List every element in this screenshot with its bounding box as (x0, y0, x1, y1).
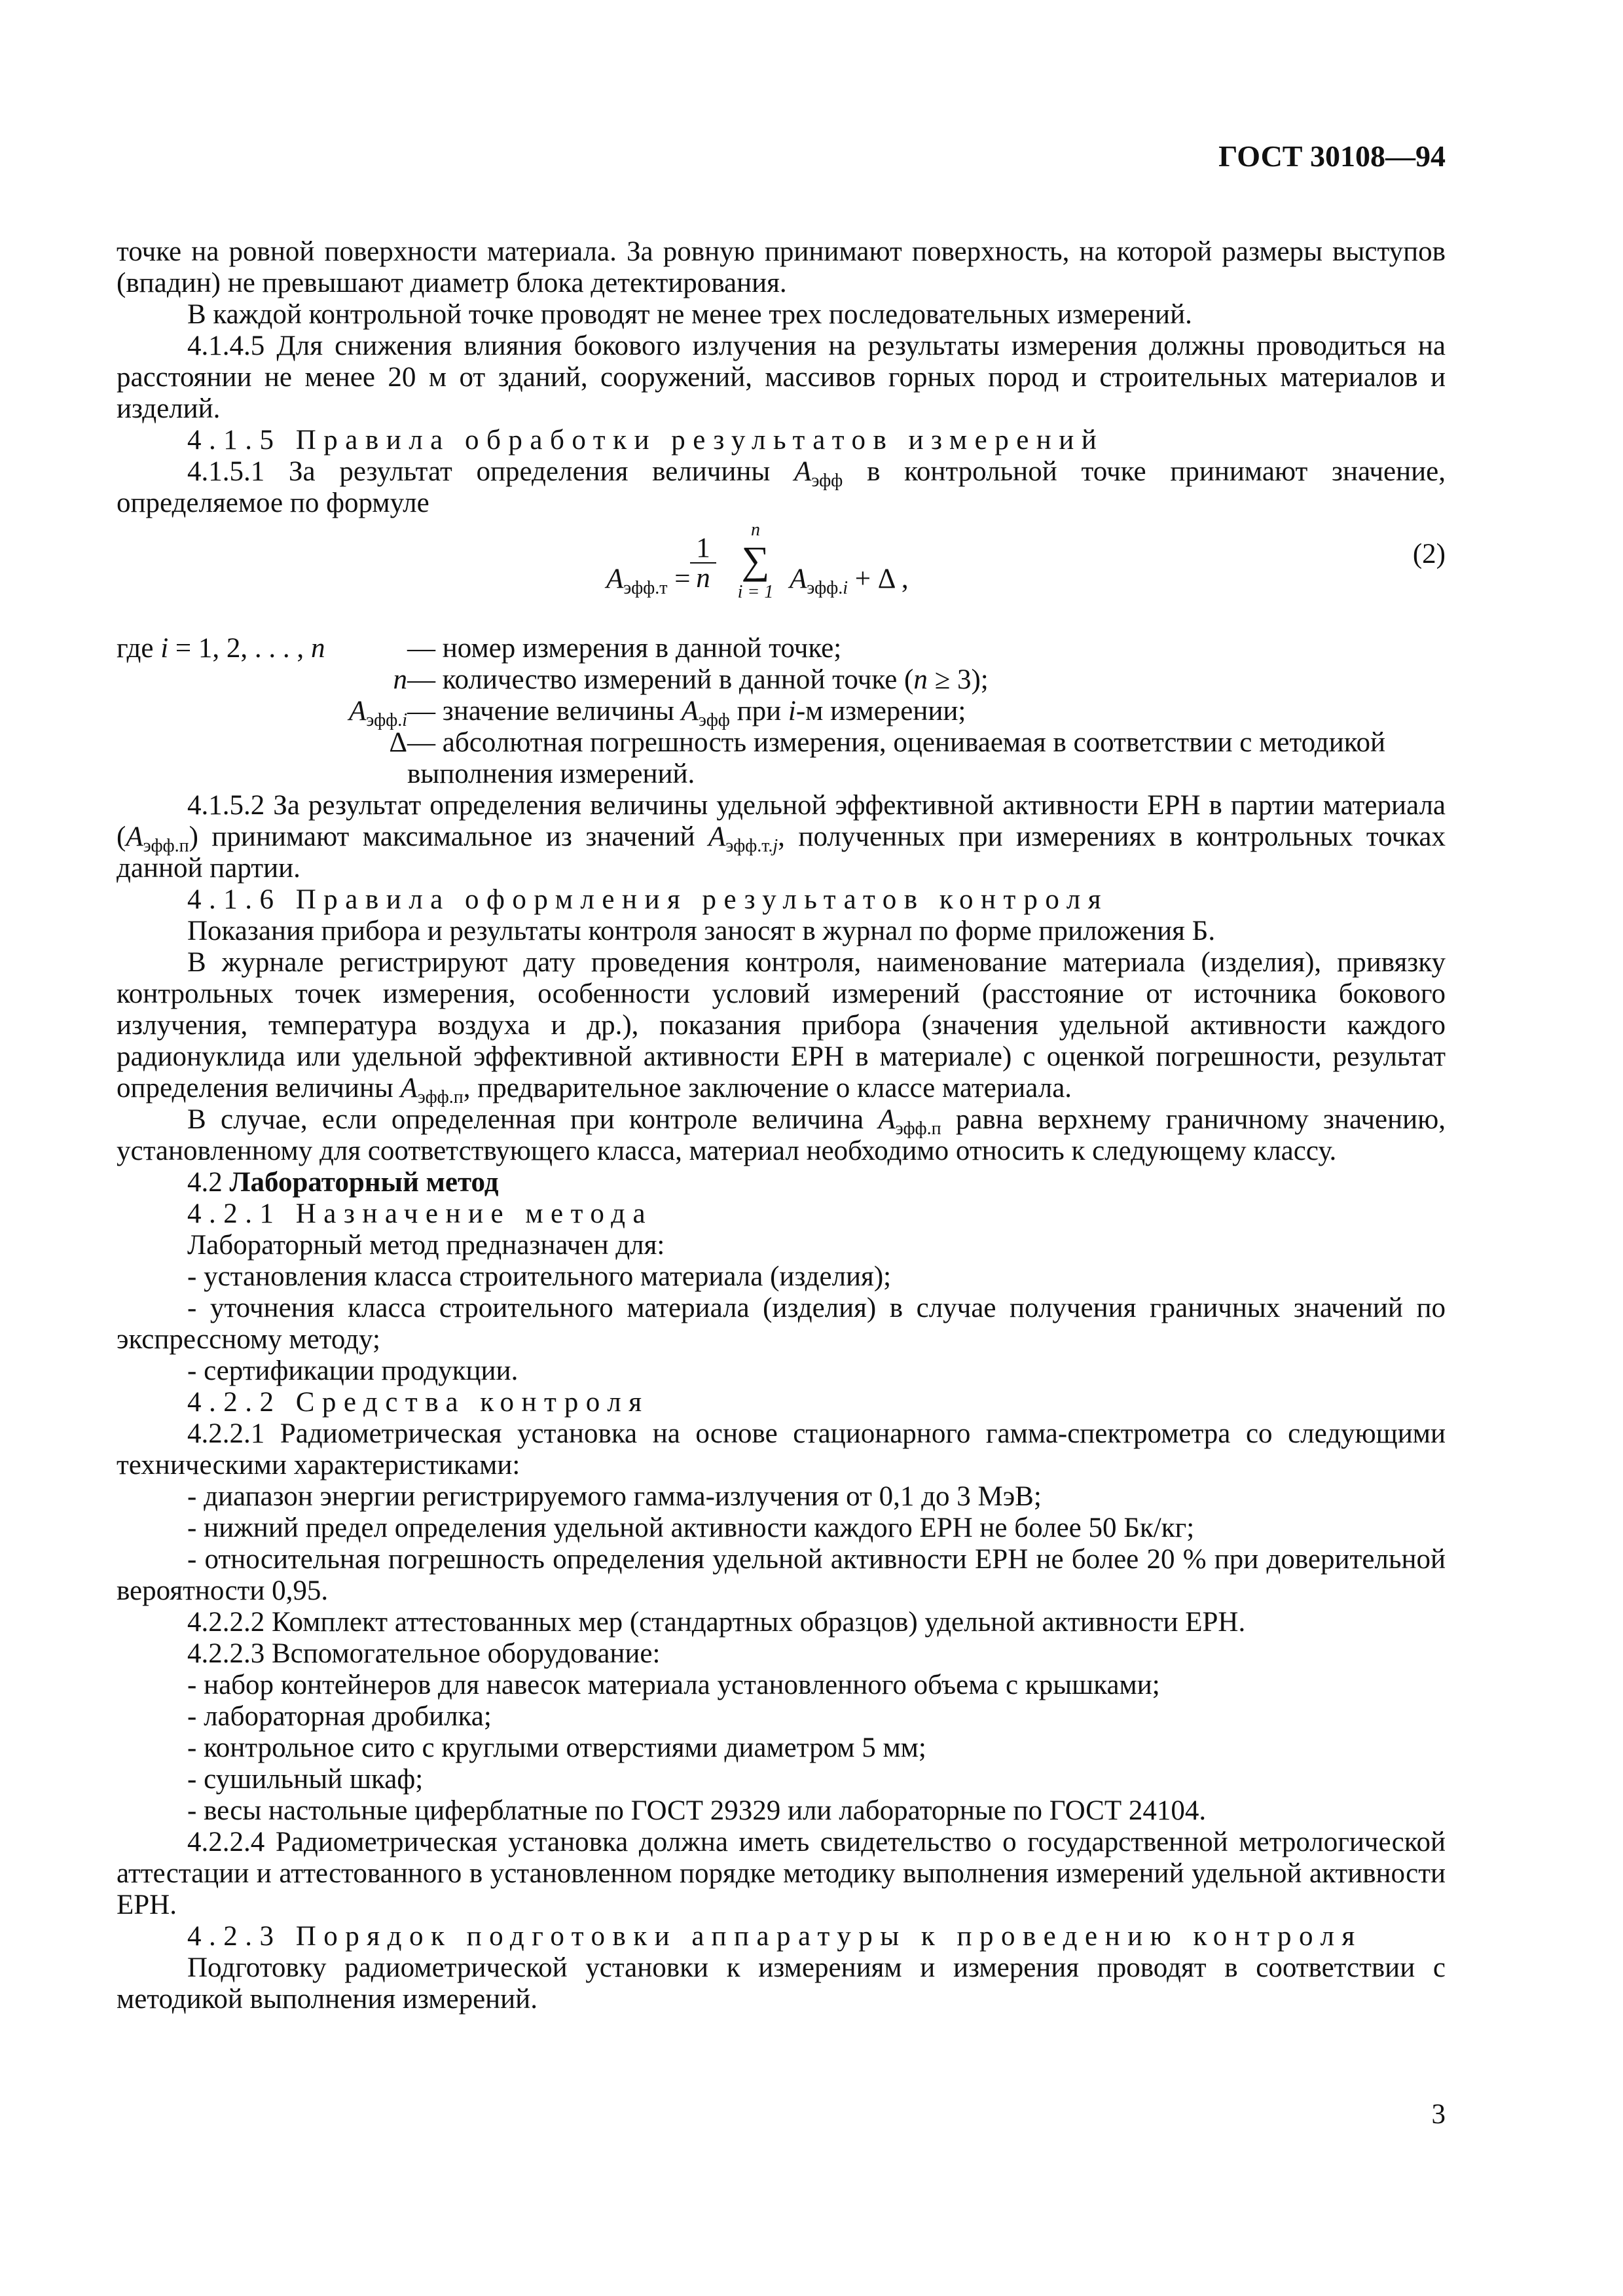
section-heading-4-1-6: 4.1.6 Правила оформления результатов контроля (187, 884, 1109, 915)
paragraph-4-1-4-5: 4.1.4.5 Для снижения влияния бокового излучения на результаты измерения должны проводиться на расстоянии не менее 20 м от зданий, сооружений, массивов горных пород и строительных материалов и изделий. (117, 331, 1446, 424)
definition-delta: Δ — абсолютная погрешность измерения, оцениваемая в соответствии с методикой выполнения измерений. (389, 727, 1385, 789)
list-item: - уточнения класса строительного материала (изделия) в случае получения граничных значений по экспрессному методу; (117, 1293, 1446, 1355)
list-item: - контрольное сито с круглыми отверстиями диаметром 5 мм; (187, 1732, 926, 1763)
paragraph: В каждой контрольной точке проводят не менее трех последовательных измерений. (187, 299, 1192, 330)
paragraph-4-2-2-3: 4.2.2.3 Вспомогательное оборудование: (187, 1638, 661, 1669)
paragraph-4-2-2-4: 4.2.2.4 Радиометрическая установка должна иметь свидетельство о государственной метрологической аттестации и аттестованного в установленном порядке методику выполнения измерений удельной активности ЕРН. (117, 1827, 1446, 1920)
formula-lhs: $A_{эфф.т}$ = (606, 564, 691, 598)
definition-a-eff-i: $A_{эфф.i}$ — значение величины $A_{эфф}$ при i-м измерении; (348, 696, 966, 730)
page-number: 3 (1431, 2099, 1446, 2130)
paragraph-4-2-2-1: 4.2.2.1 Радиометрическая установка на основе стационарного гамма-спектрометра со следующими техническими характеристиками: (117, 1418, 1446, 1480)
list-item: - диапазон энергии регистрируемого гамма-излучения от 0,1 до 3 МэВ; (187, 1481, 1042, 1512)
paragraph-4-2-2-2: 4.2.2.2 Комплект аттестованных мер (стандартных образцов) удельной активности ЕРН. (187, 1607, 1246, 1638)
formula-rhs: $A_{эфф.i} + \Delta$ , (790, 564, 909, 598)
list-item: - установления класса строительного материала (изделия); (187, 1261, 892, 1292)
paragraph: точке на ровной поверхности материала. За ровную принимают поверхность, на которой размеры выступов (впадин) не превышают диаметр блока детектирования. (117, 236, 1446, 298)
list-item: - весы настольные циферблатные по ГОСТ 29329 или лабораторные по ГОСТ 24104. (187, 1795, 1207, 1826)
section-heading-4-1-5: 4.1.5 Правила обработки результатов измерений (187, 425, 1104, 456)
list-item: - относительная погрешность определения удельной активности ЕРН не более 20 % при доверительной вероятности 0,95. (117, 1544, 1446, 1606)
formula-fraction: $\frac{1}{n}$ (690, 535, 716, 594)
formula-definitions (117, 633, 1446, 790)
paragraph: Лабораторный метод предназначен для: (187, 1230, 665, 1261)
document-page (117, 141, 1446, 2015)
definition-i: где i = 1, 2, . . . , n — номер измерения в данной точке; (117, 633, 842, 664)
definition-n: n — количество измерений в данной точке (n ≥ 3); (393, 664, 989, 695)
document-header: ГОСТ 30108—94 (1218, 139, 1446, 173)
list-item: - нижний предел определения удельной активности каждого ЕРН не более 50 Бк/кг; (187, 1513, 1195, 1543)
paragraph-4-1-5-1: 4.1.5.1 За результат определения величины $A_{эфф}$ в контрольной точке принимают значение, определяемое по формуле (117, 456, 1446, 518)
list-item: - сертификации продукции. (187, 1355, 519, 1386)
formula-number: (2) (1412, 539, 1446, 569)
section-heading-4-2-1: 4.2.1 Назначение метода (187, 1198, 653, 1229)
formula-2 (117, 520, 1446, 625)
paragraph: Показания прибора и результаты контроля заносят в журнал по форме приложения Б. (187, 916, 1216, 946)
paragraph: В журнале регистрируют дату проведения контроля, наименование материала (изделия), привязку контрольных точек измерения, особенности условий измерений (расстояние от источника бокового излучения, температура воздуха и др.), показания прибора (значения удельной активности каждого радионуклида или удельной эффективной активности ЕРН в материале) с оценкой погрешности, результат определения величины $A_{эфф.п}$, предварительное заключение о классе материала. (117, 947, 1446, 1107)
paragraph: В случае, если определенная при контроле величина $A_{эфф.п}$ равна верхнему граничному значению, установленному для соответствующего класса, материал необходимо относить к следующему классу. (117, 1104, 1446, 1166)
section-heading-4-2: 4.2 Лабораторный метод (187, 1167, 499, 1198)
list-item: - сушильный шкаф; (187, 1764, 424, 1795)
section-heading-4-2-3: 4.2.3 Порядок подготовки аппаратуры к проведению контроля (187, 1921, 1362, 1952)
section-heading-4-2-2: 4.2.2 Средства контроля (187, 1387, 649, 1418)
list-item: - набор контейнеров для навесок материала установленного объема с крышками; (187, 1670, 1160, 1700)
summation-symbol: n ∑ i = 1 (737, 520, 774, 602)
paragraph-4-1-5-2: 4.1.5.2 За результат определения величины удельной эффективной активности ЕРН в партии материала $(A_{эфф.п})$ принимают максимальное из значений $A_{эфф.т.j}$, полученных при измерениях в контрольных точках данной партии. (117, 790, 1446, 884)
paragraph: Подготовку радиометрической установки к измерениям и измерения проводят в соответствии с методикой выполнения измерений. (117, 1952, 1446, 2015)
list-item: - лабораторная дробилка; (187, 1701, 492, 1732)
